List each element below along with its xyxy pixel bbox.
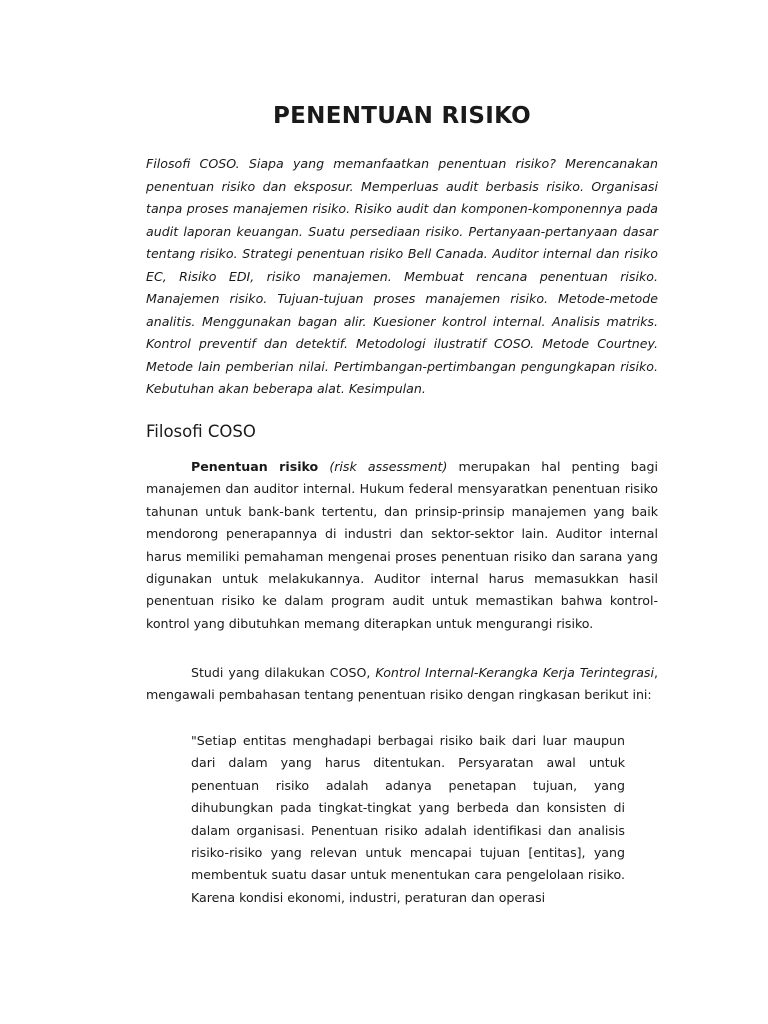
paragraph-lead: Studi yang dilakukan COSO, — [191, 665, 376, 680]
bold-term: Penentuan risiko — [191, 459, 319, 474]
italic-title: Kontrol Internal-Kerangka Kerja Terintegrasi — [375, 665, 654, 680]
italic-term: (risk assessment) — [329, 459, 448, 474]
document-title: PENENTUAN RISIKO — [272, 103, 532, 129]
abstract-paragraph: Filosofi COSO. Siapa yang memanfaatkan penentuan risiko? Merencanakan penentuan risiko dan eksposur. Memperluas audit berbasis risiko. Organisasi tanpa proses manajemen risiko. Risiko audit dan komponen-komponennya pada audit laporan keuangan. Suatu persediaan risiko. Pertanyaan-pertanyaan dasar tentang risiko. Strategi penentuan risiko Bell Canada. Auditor internal dan risiko EC, Risiko EDI, risiko manajemen. Membuat rencana penentuan risiko. Manajemen risiko. Tujuan-tujuan proses manajemen risiko. Metode-metode analitis. Menggunakan bagan alir. Kuesioner kontrol internal. Analisis matriks. Kontrol preventif dan detektif. Metodologi ilustratif COSO. Metode Courtney. Metode lain pemberian nilai. Pertimbangan-pertimbangan pengungkapan risiko. Kebutuhan akan beberapa alat. Kesimpulan. — [146, 156, 658, 396]
paragraph-text: , mengawali pembahasan tentang penentuan risiko dengan ringkasan berikut ini: — [146, 665, 658, 703]
section-heading: Filosofi COSO — [146, 422, 256, 441]
paragraph-text: merupakan hal penting bagi manajemen dan auditor internal. Hukum federal mensyaratkan penentuan risiko tahunan untuk bank-bank tertentu, dan prinsip-prinsip manajemen yang baik mendorong penerapannya di industri dan sektor-sektor lain. Auditor internal harus memiliki pemahaman mengenai proses penentuan risiko dan sarana yang digunakan untuk melakukannya. Auditor internal harus memasukkan hasil penentuan risiko ke dalam program audit untuk memastikan bahwa kontrol-kontrol yang dibutuhkan memang diterapkan untuk mengurangi risiko. — [146, 459, 658, 631]
block-quote: "Setiap entitas menghadapi berbagai risiko baik dari luar maupun dari dalam yang harus ditentukan. Persyaratan awal untuk penentuan risiko adalah adanya penetapan tujuan, yang dihubungkan pada tingkat-tingkat yang berbeda dan konsisten di dalam organisasi. Penentuan risiko adalah identifikasi dan analisis risiko-risiko yang relevan untuk mencapai tujuan [entitas], yang membentuk suatu dasar untuk menentukan cara pengelolaan risiko. Karena kondisi ekonomi, industri, peraturan dan operasi — [191, 733, 625, 905]
body-paragraph-2 — [146, 662, 658, 707]
body-paragraph-1 — [146, 456, 658, 635]
